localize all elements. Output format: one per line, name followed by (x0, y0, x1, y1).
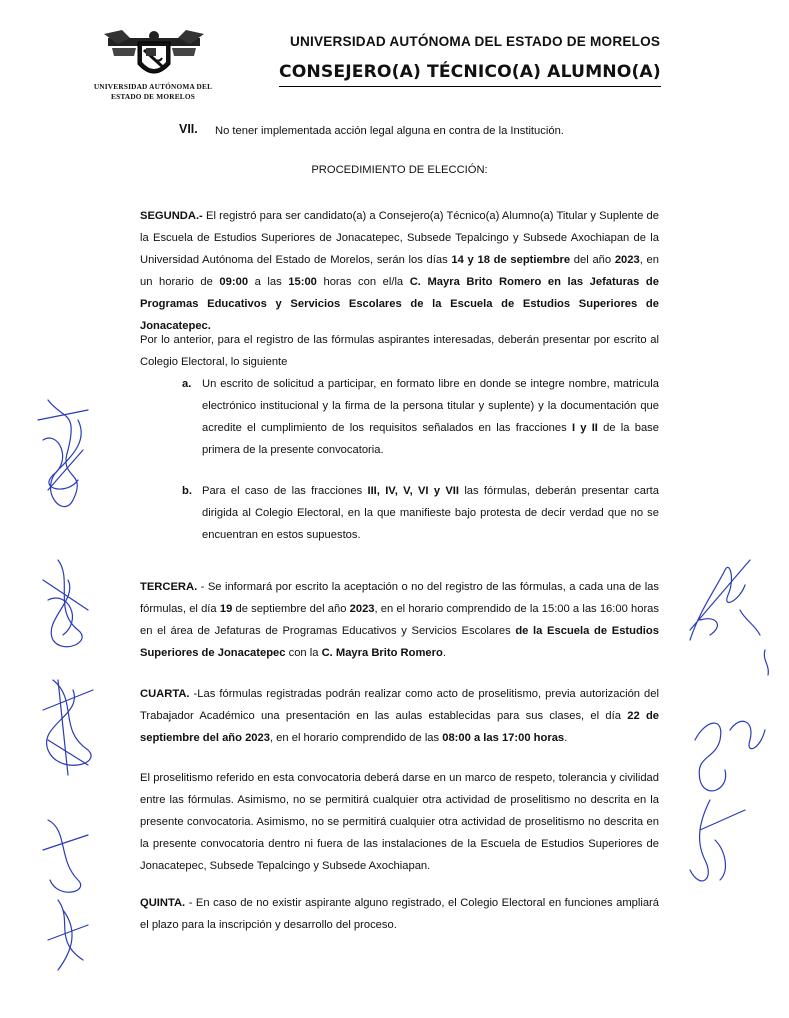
tercera-text: con la (285, 647, 322, 659)
segunda-label: SEGUNDA.- (140, 210, 203, 222)
cuarta-text: . (564, 732, 568, 744)
item-b-text-part: Para el caso de las fracciones (202, 485, 368, 497)
tercera-year: 2023 (349, 603, 375, 615)
tercera-label: TERCERA. (140, 581, 198, 593)
cuarta-date: 22 de septiembre del año 2023 (140, 710, 660, 744)
segunda-text: , en un horario de (140, 254, 659, 288)
segunda-paragraph (140, 205, 659, 337)
item-a-text-part: de la base primera de la presente convocatoria. (202, 422, 659, 456)
proselitismo-paragraph: El proselitismo referido en esta convocatoria deberá darse en un marco de respeto, tolerancia y civilidad entre las fórmulas. Asimismo, no se permitirá cualquier otra actividad de proselitismo no descrita en la presente convocatoria. Asimismo, no se permitirá cualquier otra actividad de proselitismo no descrita en la presente convocatoria dentro ni fuera de las instalaciones de la Escuela de Estudios Superiores de Jonacatepec, Subsede Tepalcingo y Subsede Axochiapan. (140, 772, 659, 872)
cuarta-hours: 08:00 a las 17:00 horas (442, 732, 565, 744)
segunda-text: El registró para ser candidato(a) a Consejero(a) Técnico(a) Alumno(a) Titular y Suplente de la Escuela de Estudios Superiores de Jonacatepec, Subsede Tepalcingo y Subsede Axochiapan de la Universidad Autónoma del Estado de Morelos, serán los días (140, 210, 659, 266)
requirement-vii-text: No tener implementada acción legal alguna en contra de la Institución. (215, 125, 564, 137)
item-b-label: b. (182, 485, 192, 497)
requirement-vii-numeral: VII. (179, 122, 198, 136)
segunda-text: a las (248, 276, 289, 288)
header-divider (279, 86, 661, 87)
item-b-text (202, 480, 659, 546)
quinta-paragraph (140, 892, 659, 936)
item-b-fractions: III, IV, V, VI y VII (367, 485, 460, 497)
segunda-dates: 14 y 18 de septiembre (451, 254, 571, 266)
registro-intro: Por lo anterior, para el registro de las fórmulas aspirantes interesadas, deberán presentar por escrito al Colegio Electoral, lo siguiente (140, 334, 659, 368)
cuarta-paragraph (140, 683, 659, 749)
item-a-text (202, 373, 659, 461)
segunda-year: 2023 (614, 254, 640, 266)
tercera-text: , en el horario comprendido de la 15:00 a las 16:00 horas en el área de Jefaturas de Programas Educativos y Servicios Escolares (140, 603, 659, 637)
university-coat-of-arms-logo (100, 28, 208, 84)
quinta-text: - En caso de no existir aspirante alguno registrado, el Colegio Electoral en funciones ampliará el plazo para la inscripción y desarrollo del proceso. (140, 897, 659, 931)
segunda-text: del año (570, 254, 615, 266)
document-title: CONSEJERO(A) TÉCNICO(A) ALUMNO(A) (279, 62, 661, 82)
quinta-label: QUINTA. (140, 897, 186, 909)
tercera-paragraph (140, 576, 659, 664)
item-a-label: a. (182, 378, 192, 390)
item-a-fractions: I y II (571, 422, 598, 434)
cuarta-label: CUARTA. (140, 688, 190, 700)
cuarta-text: -Las fórmulas registradas podrán realizar como acto de proselitismo, previa autorización del Trabajador Académico una presentación en las aulas establecidas para sus clases, el día (140, 688, 659, 722)
tercera-contact: C. Mayra Brito Romero (321, 647, 443, 659)
segunda-end-time: 15:00 (288, 276, 317, 288)
tercera-text: . (442, 647, 446, 659)
item-a-text-part: Un escrito de solicitud a participar, en formato libre en donde se integre nombre, matricula electrónico institucional y la firma de la persona titular y suplente) y la documentación que acredite el cumplimiento de los requisitos señalados en las fracciones (202, 378, 659, 434)
university-title: UNIVERSIDAD AUTÓNOMA DEL ESTADO DE MORELOS (290, 34, 661, 49)
item-b-text-part: las fórmulas, deberán presentar carta dirigida al Colegio Electoral, en la que manifieste bajo protesta de decir verdad que no se encuentran en estos supuestos. (202, 485, 659, 541)
segunda-contact: C. Mayra Brito Romero en las Jefaturas de Programas Educativos y Servicios Escolares de la Escuela de Estudios Superiores de Jonacatepec. (140, 276, 659, 332)
cuarta-text: , en el horario comprendido de las (269, 732, 443, 744)
section-title: PROCEDIMIENTO DE ELECCIÓN: (311, 164, 488, 176)
segunda-text: horas con el/la (316, 276, 410, 288)
segunda-start-time: 09:00 (219, 276, 249, 288)
tercera-text: - Se informará por escrito la aceptación o no del registro de las fórmulas, a cada una de las fórmulas, el día (140, 581, 659, 615)
margin-signatures-left (18, 380, 108, 980)
university-name-small: UNIVERSIDAD AUTÓNOMA DEL ESTADO DE MORELOS (93, 82, 213, 101)
tercera-day: 19 (219, 603, 233, 615)
margin-signatures-right (670, 540, 780, 900)
tercera-text: de septiembre del año (232, 603, 350, 615)
tercera-school: de la Escuela de Estudios Superiores de Jonacatepec (140, 625, 659, 659)
